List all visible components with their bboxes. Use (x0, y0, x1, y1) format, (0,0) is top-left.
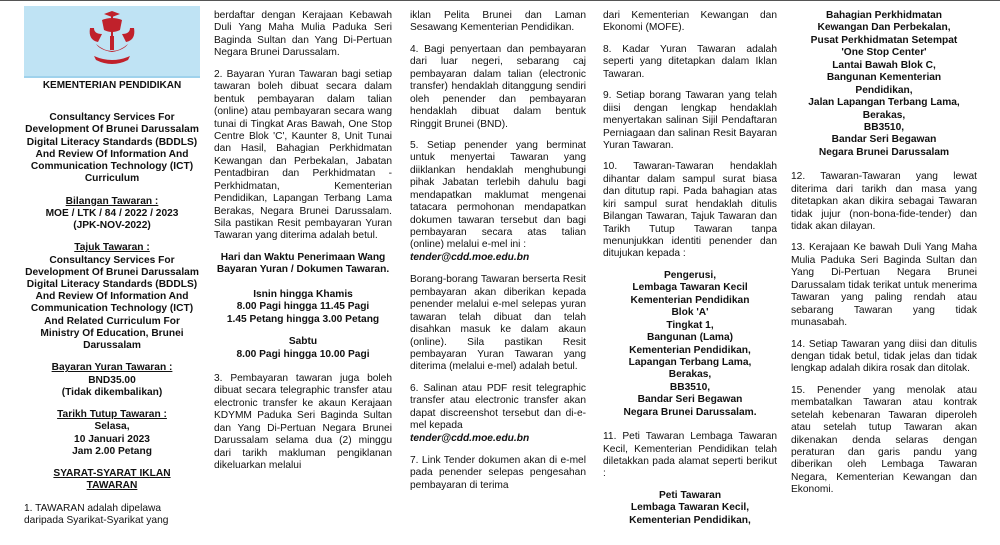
item-2: 2. Bayaran Yuran Tawaran bagi setiap tawaran boleh dibuat secara dalam bentuk pembayaran dalam talian (online) atau pembayaran secara wang tunai di Tingkat Aras Bawah, One Stop Centre Blok 'C', Kaunter 8, Unit Tunai dan Hasil, Bahagian Perkhidmatan Kewangan dan Perbekalan, Jabatan Pentadbiran dan Perkhidmatan - Perkhidmatan, Kementerian Pendidikan, Lapangan Terbang Lama Berakas, Negara Brunei Darussalam. Sila pastikan Resit pembayaran Yuran Tawaran yang diterima adalah betul. (214, 68, 392, 242)
box-address-line: Pusat Perkhidmatan Setempat (810, 34, 958, 46)
weekday-time-1: 8.00 Pagi hingga 11.45 Pagi (236, 301, 370, 313)
closing-label: Tarikh Tutup Tawaran : (57, 409, 167, 421)
tender-email-link[interactable]: tender@cdd.moe.edu.bn (410, 251, 530, 263)
box-address-line: Pendidikan, (855, 84, 913, 96)
top-rule (0, 0, 1000, 1)
terms-heading-line-1: SYARAT-SYARAT IKLAN (53, 468, 171, 480)
item-12: 12. Tawaran-Tawaran yang lewat diterima dari tarikh dan masa yang ditetapkan akan dikira sebagai Tawaran tidak jujur (non-bona-fide-tender) dan tidak akan dilayan. (791, 171, 977, 232)
column-4 (603, 10, 777, 545)
closing-date: 10 Januari 2023 (74, 433, 150, 445)
address-line: Blok 'A' (671, 307, 709, 319)
box-address-line: Kewangan Dan Perbekalan, (817, 22, 951, 34)
item-3-cont: iklan Pelita Brunei dan Laman Sesawang Kementerian Pendidikan. (410, 10, 586, 34)
box-address-line: Jalan Lapangan Terbang Lama, (808, 97, 960, 109)
item-10: 10. Tawaran-Tawaran hendaklah dihantar dalam sampul surat biasa dan ditutup rapi. Pada bahagian atas kiri sampul surat hendaklah ditulis Bilangan Tawaran, Tajuk Tawaran dan Tarikh Tutup Tawaran tanpa menunjukkan identiti penender dan ditujukan kepada : (603, 161, 777, 260)
box-address-line: Bangunan Kementerian (826, 72, 942, 84)
saturday-time: 8.00 Pagi hingga 10.00 Pagi (236, 348, 370, 360)
box-address-line: Kementerian Pendidikan, (629, 514, 751, 526)
item-6: 6. Salinan atau PDF resit telegraphic transfer atau electronic transfer akan dapat discreenshot tersebut dan di-e-mel kepada (410, 382, 586, 432)
box-address-line: Bandar Seri Begawan (831, 134, 937, 146)
closing-day: Selasa, (94, 421, 130, 433)
address-line: BB3510, (669, 381, 711, 393)
address-line: Kementerian Pendidikan (630, 294, 750, 306)
item-15: 15. Penender yang menolak atau membatalkan Tawaran atau kontrak setelah kebenaran Tawaran diperoleh atau setelah tutup Tawaran akan dikenakan denda selaras dengan peraturan dan garis pandu yang diberikan oleh Lembaga Tawaran Negara, Kementerian Kewangan dan Ekonomi. (791, 384, 977, 496)
tender-box-address (603, 490, 777, 527)
box-address-line: Berakas, (862, 109, 906, 121)
box-address-line: Lembaga Tawaran Kecil, (630, 502, 750, 514)
column-1 (24, 6, 200, 545)
tender-box-address-cont (791, 10, 977, 159)
column-3 (410, 10, 586, 545)
subject-label: Tajuk Tawaran : (74, 242, 150, 254)
weekday-label: Isnin hingga Khamis (253, 288, 353, 300)
subject-block (24, 242, 200, 352)
address-line: Negara Brunei Darussalam. (623, 406, 757, 418)
terms-heading (24, 468, 200, 492)
address-line: Lembaga Tawaran Kecil (632, 282, 748, 294)
brunei-crest-icon (84, 8, 140, 70)
address-line: Lapangan Terbang Lama, (628, 356, 752, 368)
column-2 (214, 10, 392, 545)
item-5: 5. Setiap penender yang berminat untuk menyertai Tawaran yang diiklankan hendaklah menghubungi pihak Jabatan terlebih dahulu bagi mendapatkan maklumat mengenai tatacara permohonan mendapatkan dokumen tawaran tersebut dan bagi pembayaran secara atas talian (online) melalui e-mel ini : (410, 139, 586, 251)
box-address-line: Lantai Bawah Blok C, (832, 59, 936, 71)
ministry-name: KEMENTERIAN PENDIDIKAN (42, 80, 182, 91)
item-9: 9. Setiap borang Tawaran yang telah diisi dengan lengkap hendaklah menyertakan salinan Sijil Pendaftaran Perniagaan dan salinan Resit Bayaran Yuran Tawaran. (603, 90, 777, 151)
reference-sub: (JPK-NOV-2022) (73, 220, 151, 232)
item-13: 13. Kerajaan Ke bawah Duli Yang Maha Mulia Paduka Seri Baginda Sultan dan Yang Di-Pertuan Negara Brunei Darussalam tidak terikat untuk menerima Tawaran yang paling rendah atau sebarang Tawaran yang tidak munasabah. (791, 242, 977, 329)
project-title: Consultancy Services For Development Of Brunei Darussalam Digital Literacy Standards (BDDLS) And Review Of Information And Communication Technology (ICT) Curriculum (25, 112, 199, 185)
fee-note: (Tidak dikembalikan) (61, 386, 163, 398)
column-5 (791, 10, 977, 545)
item-8: 8. Kadar Yuran Tawaran adalah seperti yang ditetapkan dalam Iklan Tawaran. (603, 43, 777, 80)
address-line: Tingkat 1, (666, 319, 714, 331)
address-line: Kementerian Pendidikan, (629, 344, 751, 356)
subject-value: Consultancy Services For Development Of Brunei Darussalam Digital Literacy Standards (BDDLS) And Review Of Information And Communication Technology (ICT) And Related Curriculum For Ministry Of Education, Brunei Darussalam (25, 254, 199, 352)
closing-block (24, 409, 200, 458)
hours-heading: Hari dan Waktu Penerimaan Wang Bayaran Yuran / Dokumen Tawaran. (216, 251, 390, 276)
address-line: Pengerusi, (663, 269, 717, 281)
box-address-line: Negara Brunei Darussalam (818, 146, 950, 158)
address-line: Bandar Seri Begawan (637, 394, 743, 406)
address-line: Berakas, (668, 369, 712, 381)
box-address-line: Bahagian Perkhidmatan (825, 10, 943, 21)
item-4: 4. Bagi penyertaan dan pembayaran dari luar negeri, sebarang caj pembayaran dalam talian (electronic transfer) hendaklah ditanggung sendiri oleh penender dan pembayaran hendaklah dibuat dalam bentuk Ringgit Brunei (BND). (410, 43, 586, 130)
item-1-cont: berdaftar dengan Kerajaan Kebawah Duli Yang Maha Mulia Paduka Seri Baginda Sultan dan Yang Di-Pertuan Negara Brunei Darussalam. (214, 10, 392, 59)
item-1-start: 1. TAWARAN adalah dipelawa daripada Syarikat-Syarikat yang (24, 502, 169, 526)
item-3: 3. Pembayaran tawaran juga boleh dibuat secara telegraphic transfer atau electronic transfer ke akaun Kerajaan KDYMM Paduka Seri Baginda Sultan dan Yang Di-Pertuan Negara Brunei Darussalam selama dua (2) minggu dari tarikh makluman pengiklanan dikeluarkan melalui (214, 372, 392, 471)
closing-time: Jam 2.00 Petang (72, 445, 152, 457)
fee-block (24, 362, 200, 399)
fee-value: BND35.00 (88, 374, 136, 386)
terms-heading-line-2: TAWARAN (86, 480, 138, 492)
item-11: 11. Peti Tawaran Lembaga Tawaran Kecil, Kementerian Pendidikan telah diletakkan pada alamat seperti berikut : (603, 431, 777, 480)
item-5-forms: Borang-borang Tawaran berserta Resit pembayaran akan diberikan kepada penender melalui e-mel selepas yuran tawaran telah dibuat dan telah disahkan masuk ke dalam akaun (online). Sila pastikan Resit pembayaran Yuran Tawaran yang diterima (melalui e-mel) adalah betul. (410, 274, 586, 373)
reference-label: Bilangan Tawaran : (65, 195, 159, 207)
item-7: 7. Link Tender dokumen akan di e-mel pada penender selepas pengesahan pembayaran di terima (410, 455, 586, 491)
address-line: Bangunan (Lama) (646, 332, 734, 344)
ministry-header (24, 6, 200, 78)
weekday-time-2: 1.45 Petang hingga 3.00 Petang (226, 313, 380, 325)
box-address-line: BB3510, (863, 121, 905, 133)
box-address-line: 'One Stop Center' (841, 47, 927, 59)
reference-value: MOE / LTK / 84 / 2022 / 2023 (45, 207, 179, 219)
tender-email-link-2[interactable]: tender@cdd.moe.edu.bn (410, 432, 530, 444)
reference-block (24, 196, 200, 233)
item-7-cont: dari Kementerian Kewangan dan Ekonomi (MOFE). (603, 10, 777, 34)
saturday-label: Sabtu (288, 336, 318, 348)
submission-address (603, 270, 777, 419)
box-address-line: Peti Tawaran (658, 489, 722, 501)
item-14: 14. Setiap Tawaran yang diisi dan ditulis dengan tidak betul, tidak jelas dan tidak lengkap adalah dikira rosak dan ditolak. (791, 338, 977, 375)
fee-label: Bayaran Yuran Tawaran : (51, 362, 173, 374)
